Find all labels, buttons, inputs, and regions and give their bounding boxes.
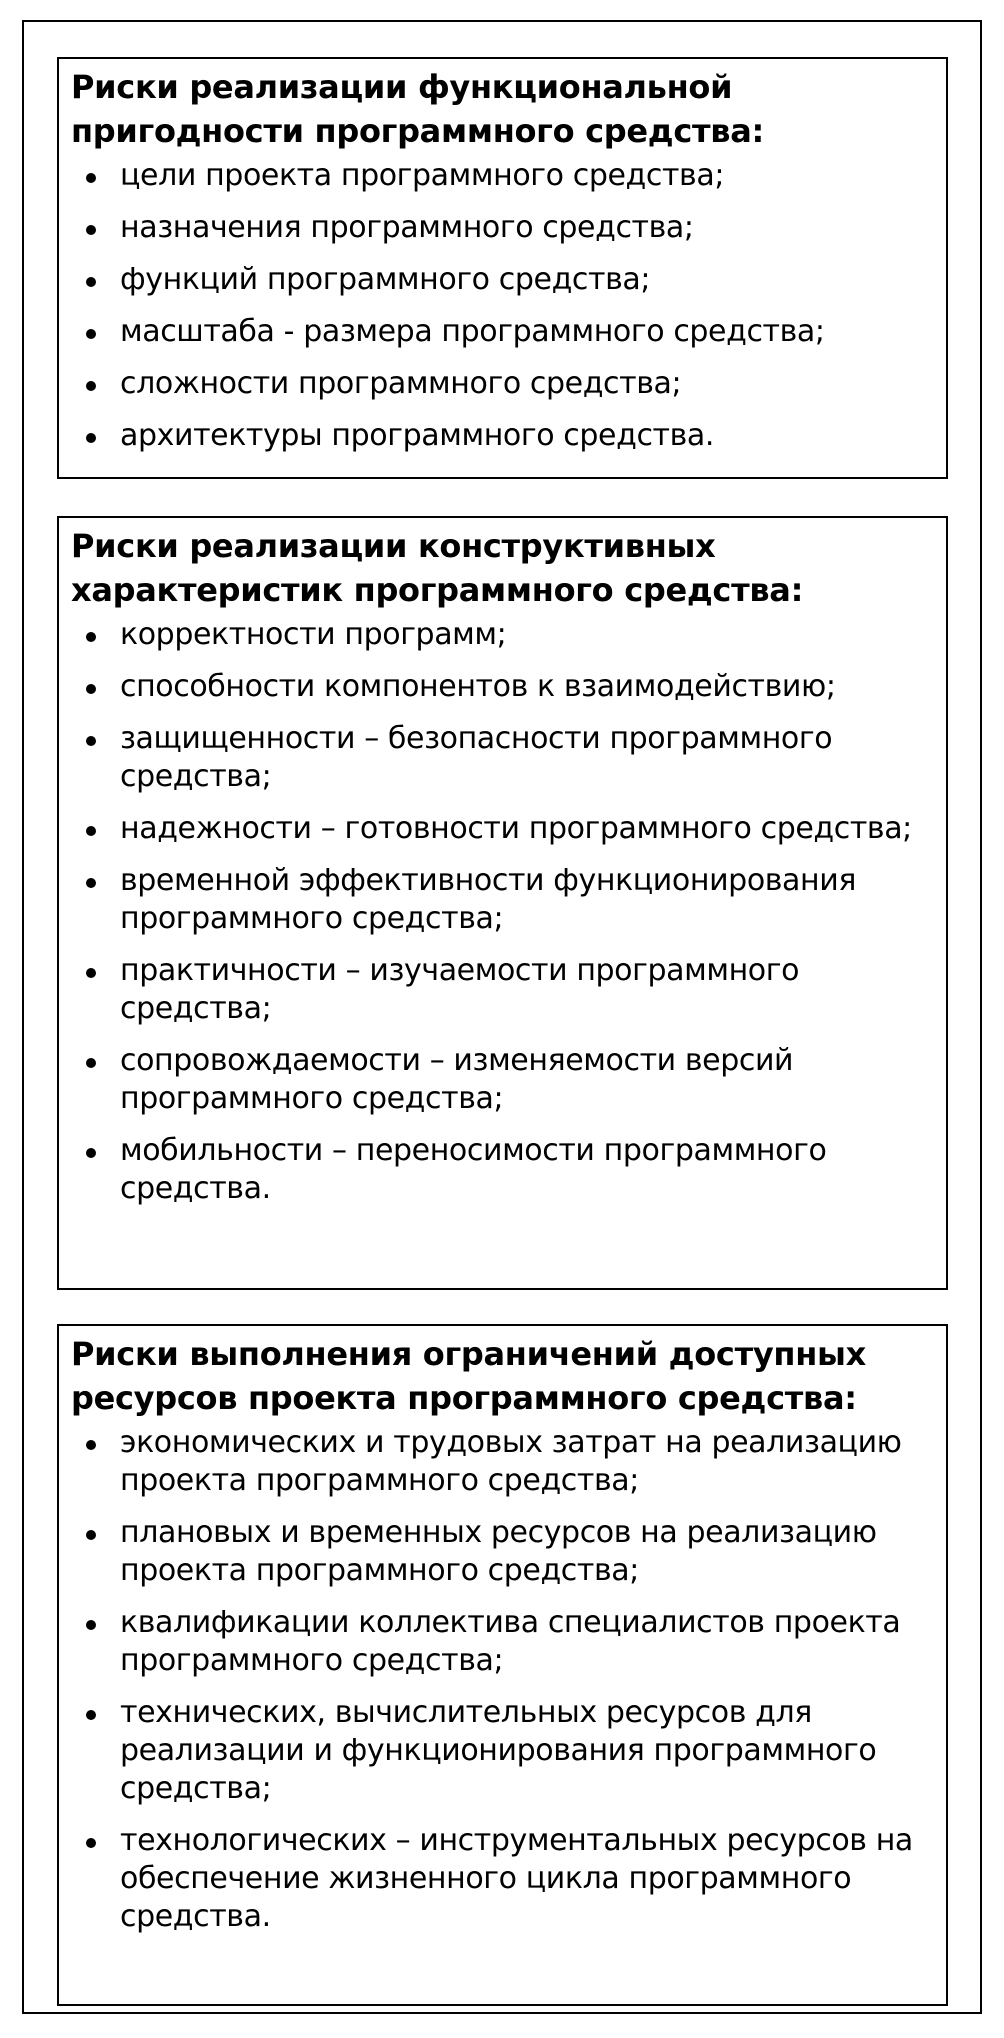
risk-block-resource-constraints	[57, 1324, 948, 2006]
list-item: корректности программ;	[71, 616, 934, 654]
risk-block-functional-suitability	[57, 57, 948, 479]
list-item: сопровождаемости – изменяемости версий программного средства;	[71, 1042, 934, 1118]
list-item: архитектуры программного средства.	[71, 417, 934, 455]
block-title: Риски реализации конструктивных характеристик программного средства:	[71, 527, 804, 609]
list-item: цели проекта программного средства;	[71, 157, 934, 195]
list-item: плановых и временных ресурсов на реализацию проекта программного средства;	[71, 1514, 934, 1590]
list-item: технических, вычислительных ресурсов для реализации и функционирования программного средства;	[71, 1694, 934, 1808]
list-item: защищенности – безопасности программного средства;	[71, 720, 934, 796]
block-title: Риски реализации функциональной пригодности программного средства:	[71, 68, 765, 150]
list-item: способности компонентов к взаимодействию;	[71, 668, 934, 706]
list-item: масштаба - размера программного средства;	[71, 313, 934, 351]
risk-list	[71, 1424, 934, 1936]
list-item: практичности – изучаемости программного средства;	[71, 952, 934, 1028]
list-item: технологических – инструментальных ресурсов на обеспечение жизненного цикла программного средства.	[71, 1822, 934, 1936]
list-item: сложности программного средства;	[71, 365, 934, 403]
block-title: Риски выполнения ограничений доступных ресурсов проекта программного средства:	[71, 1335, 866, 1417]
list-item: надежности – готовности программного средства;	[71, 810, 934, 848]
list-item: квалификации коллектива специалистов проекта программного средства;	[71, 1604, 934, 1680]
list-item: временной эффективности функционирования программного средства;	[71, 862, 934, 938]
list-item: назначения программного средства;	[71, 209, 934, 247]
risk-list	[71, 616, 934, 1208]
list-item: функций программного средства;	[71, 261, 934, 299]
risk-list	[71, 157, 934, 455]
list-item: мобильности – переносимости программного средства.	[71, 1132, 934, 1208]
risk-block-design-characteristics	[57, 516, 948, 1290]
list-item: экономических и трудовых затрат на реализацию проекта программного средства;	[71, 1424, 934, 1500]
